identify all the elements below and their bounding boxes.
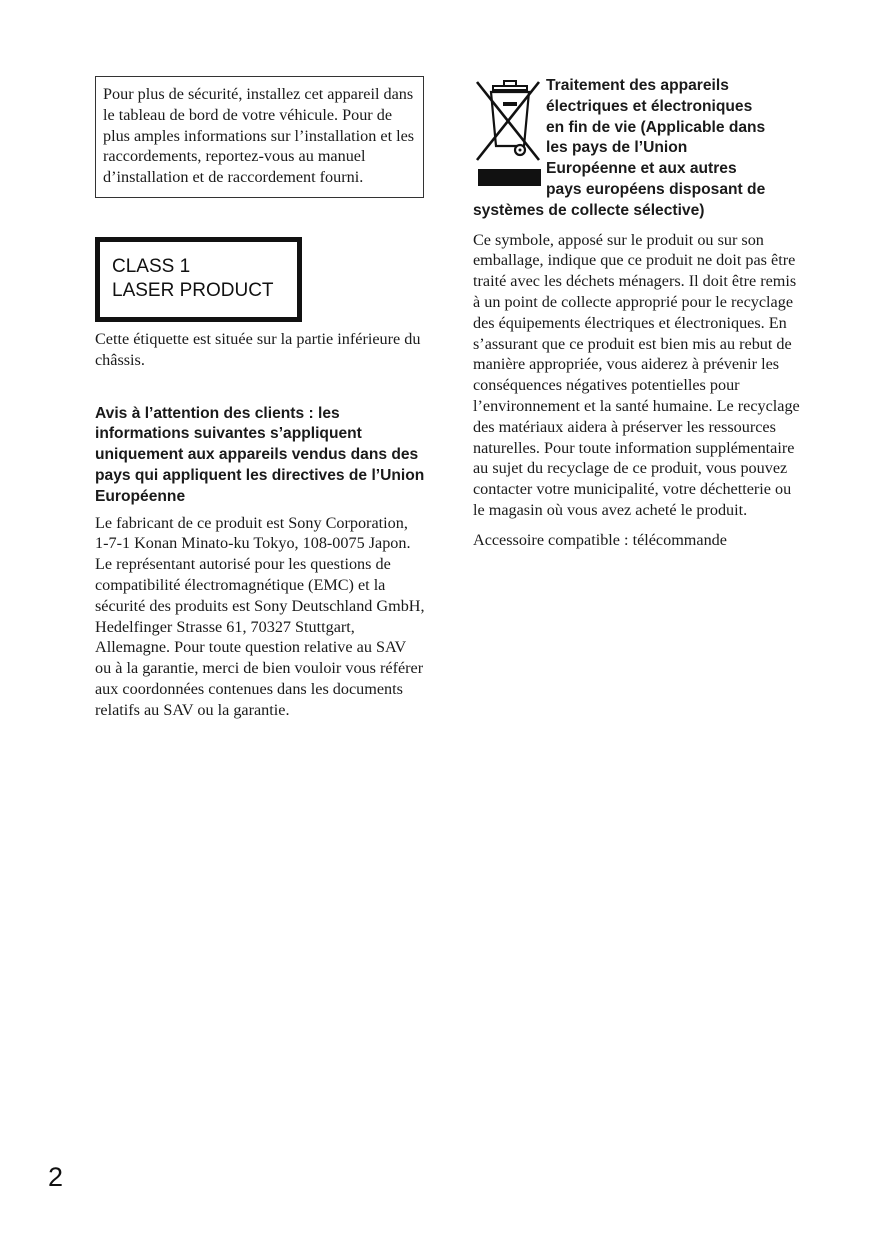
weee-section [473,76,803,222]
safety-note-box [95,76,424,198]
eu-notice-heading: Avis à l’attention des clients : les informations suivantes s’appliquent uniquement aux appareils vendus dans des pays qui appliquent les directives de l’Union Européenne [95,404,425,505]
laser-label-line2: LASER PRODUCT [112,279,274,301]
weee-heading-line: Européenne et aux autres [546,160,737,178]
safety-note-text: Pour plus de sécurité, installez cet appareil dans le tableau de bord de votre véhicule. Pour de plus amples informations sur l’installation et les raccordements, reportez-vous au manuel d’installation et de raccordement fourni. [103,85,415,187]
right-column [473,76,803,551]
left-column [95,76,425,721]
weee-heading-line: systèmes de collecte sélective) [473,201,705,219]
weee-heading-line: en fin de vie (Applicable dans [546,118,766,136]
compatible-accessory-text: Accessoire compatible : télécommande [473,530,727,549]
weee-heading-line: les pays de l’Union [546,139,688,157]
weee-heading-line: pays européens disposant de [546,180,766,198]
crossed-out-wheeled-bin-icon [473,76,543,186]
page-number: 2 [48,1162,64,1192]
eu-notice-body: Le fabricant de ce produit est Sony Corporation, 1-7-1 Konan Minato-ku Tokyo, 108-0075 Japon. Le représentant autorisé pour les questions de compatibilité électromagnétique (EMC) et la sécurité des produits est Sony Deutschland GmbH, Hedelfinger Strasse 61, 70327 Stuttgart, Allemagne. Pour toute question relative au SAV ou à la garantie, merci de bien vouloir vous référer aux coordonnées contenues dans les documents relatifs au SAV ou la garantie. [95,513,425,719]
label-location-note: Cette étiquette est située sur la partie inférieure du châssis. [95,329,421,369]
weee-heading-line: électriques et électroniques [546,97,753,115]
laser-label-line1: CLASS 1 [112,255,191,277]
weee-body-text: Ce symbole, apposé sur le produit ou sur son emballage, indique que ce produit ne doit pas être traité avec les déchets ménagers. Il doit être remis à un point de collecte approprié pour le recyclage des équipements électriques et électroniques. En s’assurant que ce produit est bien mis au rebut de manière appropriée, vous aiderez à prévenir les conséquences négatives potentielles pour l’environnement et la santé humaine. Le recyclage des matériaux aidera à préserver les ressources naturelles. Pour toute information supplémentaire au sujet du recyclage de ce produit, vous pouvez contacter votre municipalité, votre déchetterie ou le magasin où vous avez acheté le produit. [473,230,800,519]
weee-heading-line: Traitement des appareils [546,77,729,94]
class1-laser-label [95,237,302,322]
